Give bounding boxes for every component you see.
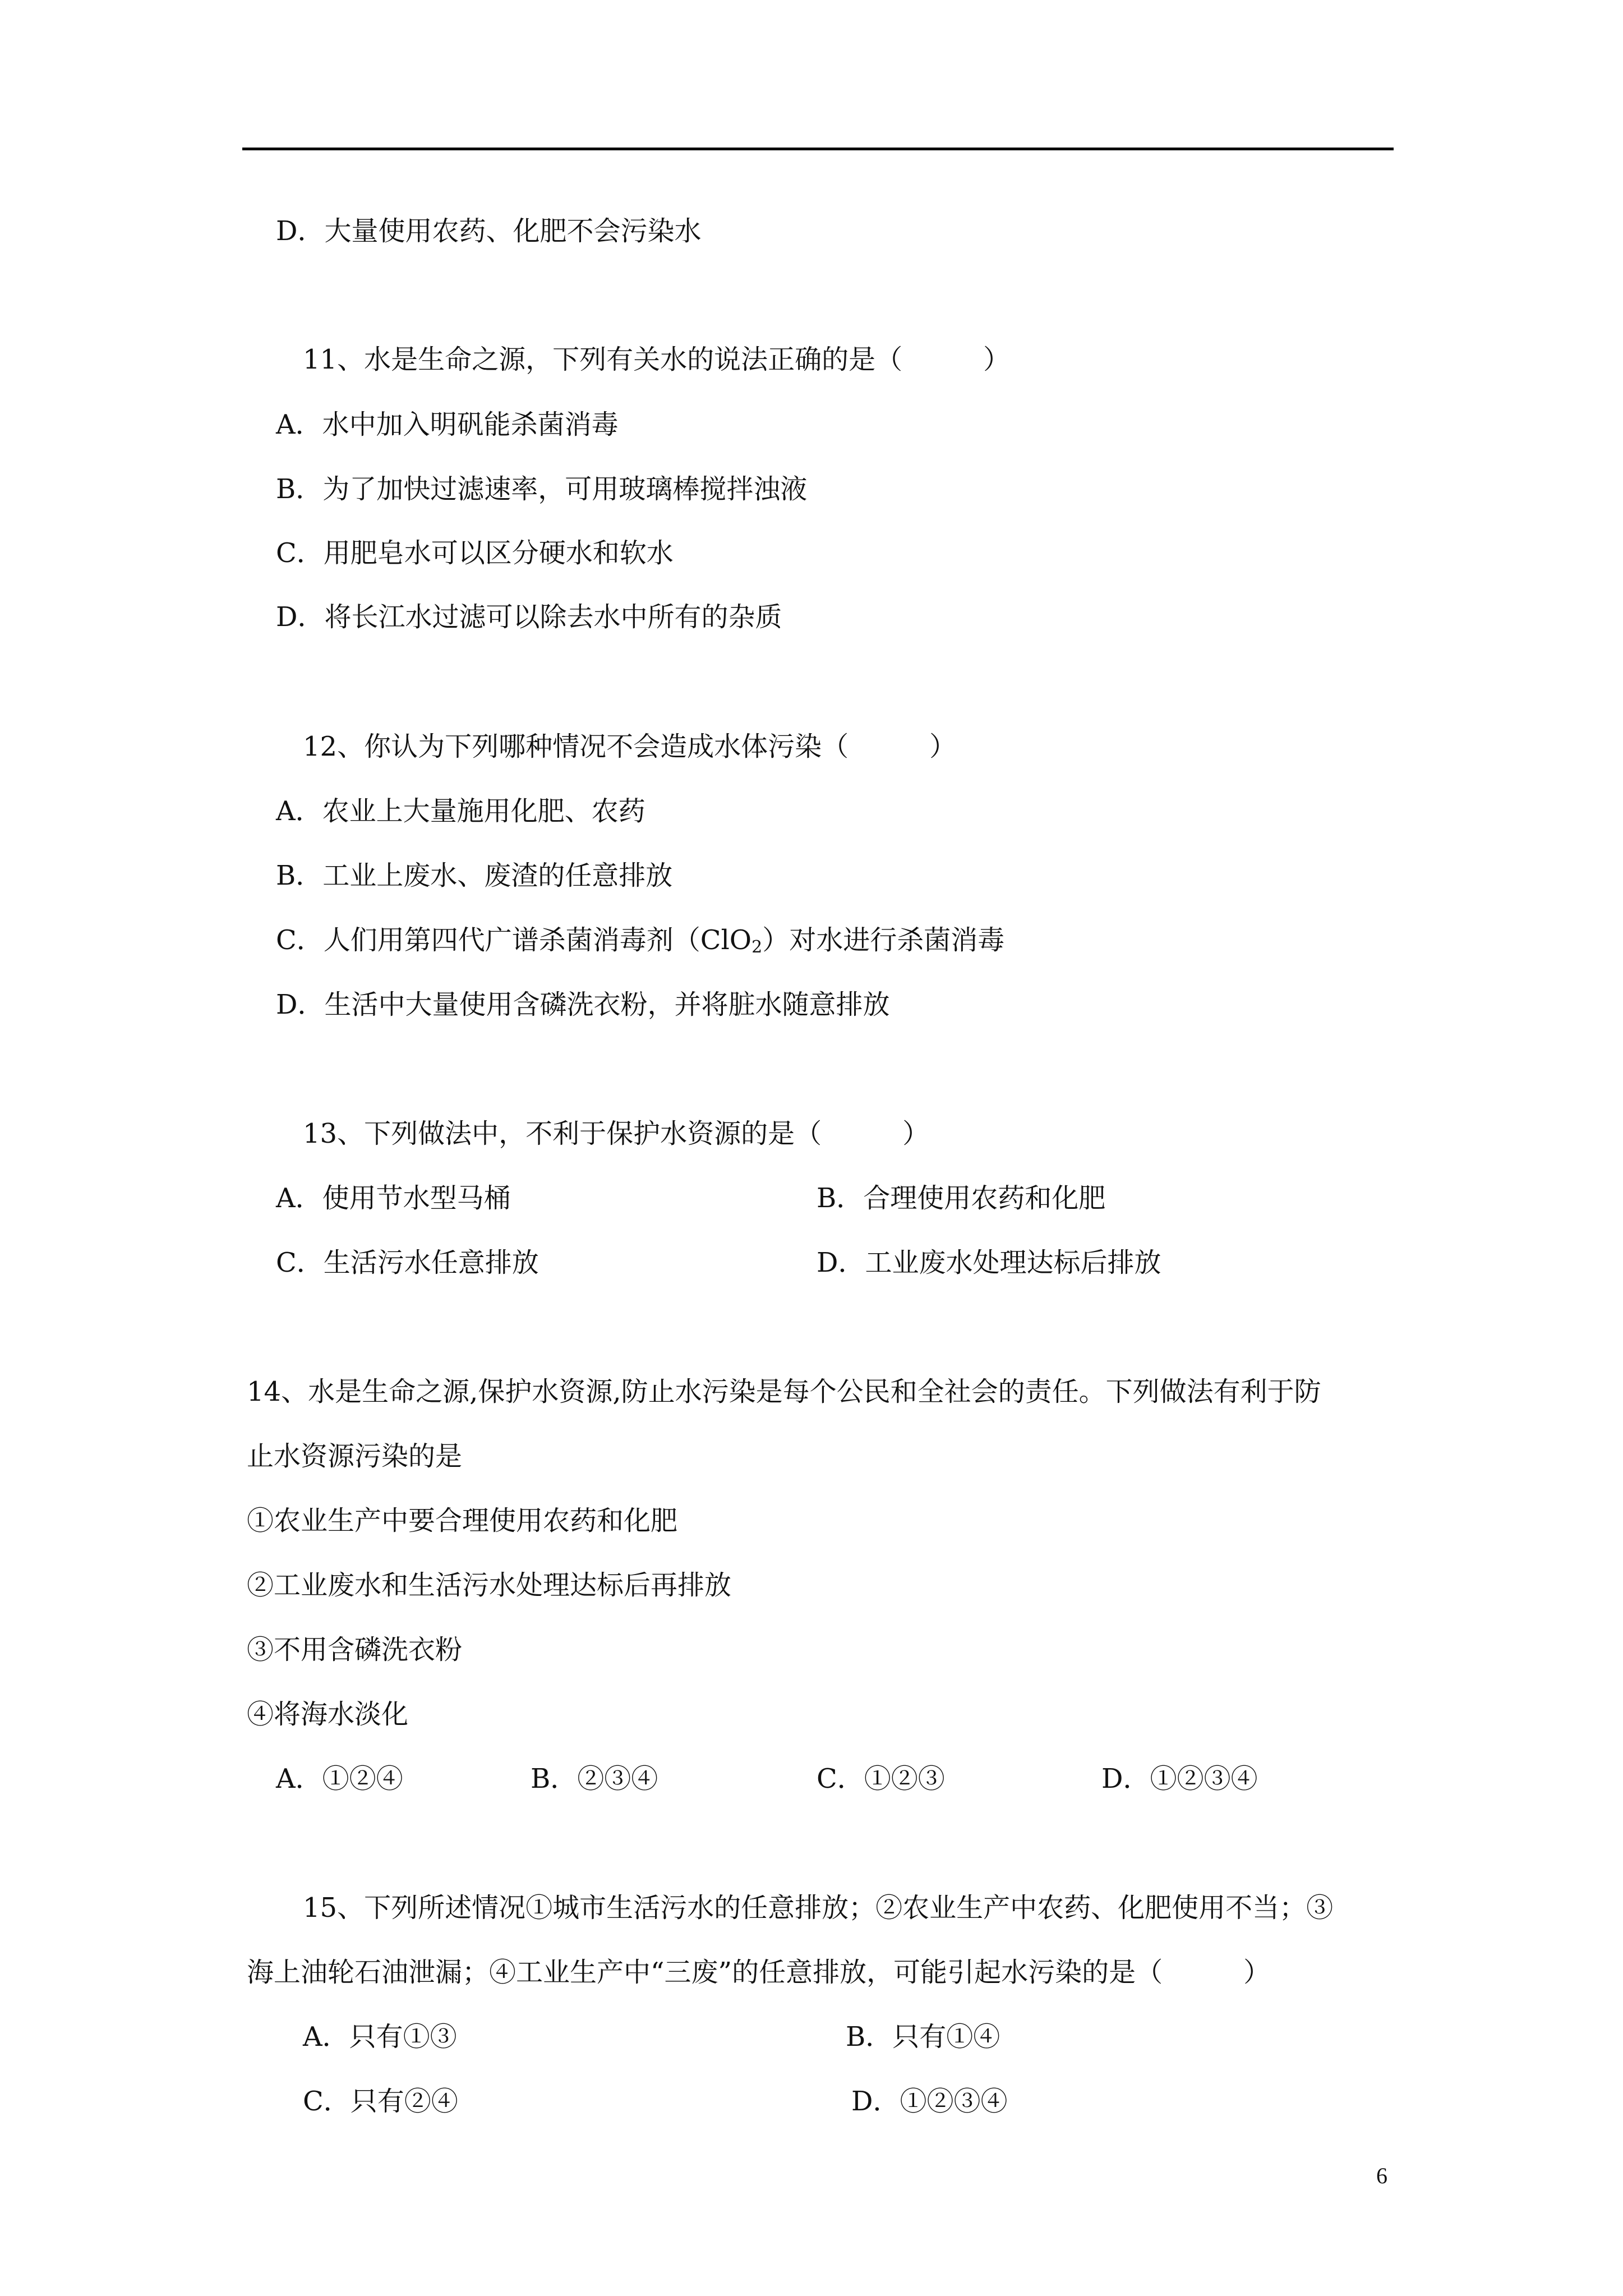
q14-item-4: ④将海水淡化 [247,1699,409,1730]
header-rule [242,148,1394,150]
q15-option-b: B．只有①④ [846,2021,1000,2053]
q15-option-d: D．①②③④ [851,2086,1008,2117]
q13-stem: 13、下列做法中，不利于保护水资源的是（ ） [303,1118,930,1149]
q11-option-b: B．为了加快过滤速率，可用玻璃棒搅拌浊液 [276,473,808,505]
q12-option-c-post: ）对水进行杀菌消毒 [762,924,1005,956]
q14-item-3: ③不用含磷洗衣粉 [247,1634,463,1665]
q15-stem-line1: 15、下列所述情况①城市生活污水的任意排放；②农业生产中农药、化肥使用不当；③ [303,1892,1334,1924]
q13-option-c: C．生活污水任意排放 [276,1247,539,1278]
q13-option-a: A．使用节水型马桶 [276,1182,511,1214]
q12-option-a: A．农业上大量施用化肥、农药 [276,795,645,827]
q14-item-2: ②工业废水和生活污水处理达标后再排放 [247,1570,732,1601]
q14-option-d: D．①②③④ [1101,1763,1258,1795]
q14-item-1: ①农业生产中要合理使用农药和化肥 [247,1505,678,1536]
q14-option-b: B．②③④ [531,1763,658,1795]
q11-option-c: C．用肥皂水可以区分硬水和软水 [276,537,674,569]
prev-option-d: D．大量使用农药、化肥不会污染水 [276,215,702,247]
q12-option-c [276,924,1005,957]
q12-stem: 12、你认为下列哪种情况不会造成水体污染（ ） [303,731,957,762]
q14-option-c: C．①②③ [817,1763,945,1795]
q15-option-c: C．只有②④ [303,2086,458,2117]
q12-option-c-subscript: 2 [751,937,763,957]
q12-option-c-pre: C．人们用第四代广谱杀菌消毒剂（ClO [276,924,752,956]
q13-option-b: B．合理使用农药和化肥 [817,1182,1106,1214]
q15-option-a: A．只有①③ [303,2021,457,2053]
q11-option-d: D．将长江水过滤可以除去水中所有的杂质 [276,601,782,633]
q13-option-d: D．工业废水处理达标后排放 [817,1247,1161,1278]
q14-stem-line2: 止水资源污染的是 [247,1441,463,1472]
q11-option-a: A．水中加入明矾能杀菌消毒 [276,409,619,440]
q14-option-a: A．①②④ [276,1763,403,1795]
q14-stem-line1: 14、水是生命之源,保护水资源,防止水污染是每个公民和全社会的责任。下列做法有利于防 [247,1376,1321,1407]
q11-stem: 11、水是生命之源，下列有关水的说法正确的是（ ） [303,344,1011,375]
q12-option-b: B．工业上废水、废渣的任意排放 [276,860,673,891]
q12-option-d: D．生活中大量使用含磷洗衣粉，并将脏水随意排放 [276,989,890,1020]
page-number: 6 [1376,2163,1387,2188]
q15-stem-line2: 海上油轮石油泄漏；④工业生产中“三废”的任意排放，可能引起水污染的是（ ） [247,1957,1271,1988]
